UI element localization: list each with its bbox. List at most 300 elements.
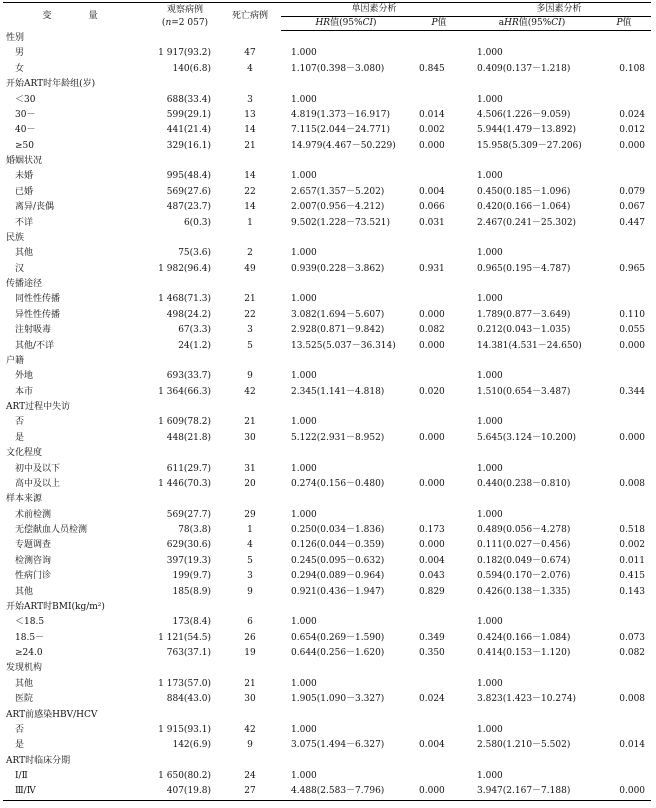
deaths-cell: 30 bbox=[244, 694, 256, 705]
table-row bbox=[3, 292, 651, 307]
hr-cell: 0.654(0.269－1.590) bbox=[291, 632, 385, 643]
hr-cell bbox=[281, 277, 411, 292]
p-value-univariate-cell: 0.350 bbox=[419, 648, 445, 658]
p-value-univariate-cell bbox=[411, 677, 467, 692]
ahr-cell: 0.111(0.027－0.456) bbox=[477, 540, 571, 551]
group-label: 户籍 bbox=[6, 355, 25, 366]
p-value-multivariate-cell bbox=[597, 492, 651, 507]
table-row bbox=[3, 108, 651, 123]
deaths-cell: 21 bbox=[244, 678, 256, 689]
hr-cell: 1.000 bbox=[291, 724, 317, 735]
deaths-cell: 26 bbox=[244, 632, 256, 643]
ahr-cell bbox=[467, 754, 597, 769]
ahr-header-rest: 值(95% bbox=[518, 18, 552, 28]
p-value-univariate-cell: 0.000 bbox=[419, 432, 445, 443]
hr-cell: 1.000 bbox=[291, 771, 317, 781]
p-value-univariate-cell: 0.004 bbox=[419, 740, 445, 751]
p-value-univariate-cell bbox=[411, 446, 467, 461]
p-value-univariate-cell: 0.000 bbox=[419, 140, 445, 151]
p-value-univariate-cell: 0.014 bbox=[419, 109, 445, 120]
table-row bbox=[3, 431, 651, 446]
p-value-multivariate-cell: 0.143 bbox=[619, 586, 646, 597]
observed-cases-cell: 6(0.3) bbox=[183, 217, 211, 228]
deaths-cell: 24 bbox=[244, 771, 256, 781]
hr-cell: 0.921(0.436－1.947) bbox=[291, 586, 385, 597]
ahr-cell: 1.000 bbox=[477, 294, 503, 305]
deaths-cell: 47 bbox=[244, 48, 256, 59]
p-value-multivariate-cell: 0.012 bbox=[619, 125, 646, 136]
hr-cell: 1.000 bbox=[291, 463, 317, 474]
observed-cases-header-total: =2 057) bbox=[171, 17, 209, 28]
observed-cases-header-open: ( bbox=[161, 17, 166, 28]
p-value-multivariate-cell: 0.002 bbox=[619, 540, 646, 551]
row-label: 未婚 bbox=[15, 171, 34, 182]
row-label: 男 bbox=[15, 48, 25, 59]
hr-header-close: ) bbox=[373, 18, 377, 28]
ahr-cell: 1.000 bbox=[477, 94, 503, 105]
group-row bbox=[3, 354, 651, 369]
observed-cases-cell: 498(24.2) bbox=[166, 309, 211, 320]
observed-cases-cell: 173(8.4) bbox=[172, 617, 211, 628]
p-value-multivariate-cell bbox=[597, 77, 651, 92]
p-value-univariate-cell bbox=[411, 462, 467, 477]
p-value-multivariate-cell bbox=[597, 46, 651, 61]
hr-cell: 3.082(1.694－5.607) bbox=[291, 309, 385, 320]
row-label: 是 bbox=[15, 740, 25, 751]
p-value-univariate-cell bbox=[411, 723, 467, 738]
hr-cell bbox=[281, 600, 411, 615]
p-value-multivariate-cell: 0.082 bbox=[619, 648, 646, 658]
deaths-cell: 21 bbox=[244, 140, 256, 151]
p-value-multivariate-cell: 0.344 bbox=[619, 386, 646, 397]
observed-cases-cell: 569(27.7) bbox=[166, 509, 211, 520]
deaths-cell: 22 bbox=[244, 309, 256, 320]
p-value-univariate-cell: 0.031 bbox=[419, 217, 445, 228]
ahr-cell: 1.789(0.877－3.649) bbox=[477, 309, 571, 320]
observed-cases-cell: 75(3.6) bbox=[178, 248, 211, 259]
deaths-cell: 27 bbox=[219, 784, 281, 800]
ahr-cell: 0.965(0.195－4.787) bbox=[477, 263, 571, 274]
hr-cell: 1.000 bbox=[291, 678, 317, 689]
table-row bbox=[3, 585, 651, 600]
table-row bbox=[3, 569, 651, 584]
p-value-multivariate-cell bbox=[597, 292, 651, 307]
ahr-cell: 0.414(0.153－1.120) bbox=[477, 648, 571, 658]
p-value-univariate-cell: 0.845 bbox=[419, 63, 445, 74]
observed-cases-cell bbox=[151, 446, 219, 461]
row-label: 是 bbox=[15, 432, 25, 443]
p-value-multivariate-cell bbox=[597, 600, 651, 615]
p-value-univariate-cell: 0.002 bbox=[419, 125, 445, 136]
hr-cell: 1.000 bbox=[291, 248, 317, 259]
group-row bbox=[3, 600, 651, 615]
p-value-univariate-cell bbox=[411, 277, 467, 292]
group-row bbox=[3, 31, 651, 47]
deaths-cell: 14 bbox=[244, 202, 256, 213]
p2-header-rest: 值 bbox=[622, 18, 632, 28]
hr-cell: 0.294(0.089－0.964) bbox=[291, 571, 385, 582]
observed-cases-cell: 1 982(96.4) bbox=[158, 263, 211, 274]
hr-cell bbox=[281, 231, 411, 246]
deaths-cell: 19 bbox=[244, 648, 256, 658]
hr-cell bbox=[281, 661, 411, 676]
observed-cases-cell: 688(33.4) bbox=[166, 94, 211, 105]
deaths-cell: 1 bbox=[247, 525, 253, 535]
ahr-cell: 0.424(0.166－1.084) bbox=[477, 632, 571, 643]
p-value-univariate-cell: 0.000 bbox=[419, 309, 445, 320]
row-label: 无偿献血人员检测 bbox=[15, 525, 88, 535]
hr-cell bbox=[281, 400, 411, 415]
row-label: 18.5－ bbox=[15, 632, 45, 643]
ahr-cell bbox=[467, 354, 597, 369]
group-label: 开始ART时BMI(kg/m²) bbox=[6, 601, 105, 612]
table-row bbox=[3, 169, 651, 184]
table-row bbox=[3, 62, 651, 77]
observed-cases-cell: 1 609(78.2) bbox=[158, 417, 211, 428]
row-label: 女 bbox=[15, 63, 25, 74]
deaths-cell: 9 bbox=[247, 740, 253, 751]
hr-cell: 0.126(0.044－0.359) bbox=[291, 540, 385, 551]
deaths-cell: 21 bbox=[244, 294, 256, 305]
p-value-multivariate-cell: 0.000 bbox=[619, 140, 646, 151]
table-row bbox=[3, 523, 651, 538]
p-value-multivariate-cell: 0.008 bbox=[619, 694, 646, 705]
ahr-cell bbox=[467, 277, 597, 292]
observed-cases-cell: 78(3.8) bbox=[178, 525, 211, 535]
deaths-cell bbox=[219, 354, 281, 369]
variable-header: 变 量 bbox=[3, 3, 151, 31]
table-row bbox=[3, 139, 651, 154]
group-label: 传播途径 bbox=[6, 279, 43, 289]
p-value-univariate-cell bbox=[411, 77, 467, 92]
row-label: ≥24.0 bbox=[15, 648, 43, 658]
ahr-cell: 0.489(0.056－4.278) bbox=[477, 525, 571, 535]
observed-cases-cell bbox=[151, 600, 219, 615]
p-value-multivariate-cell: 0.108 bbox=[619, 63, 646, 74]
table-row bbox=[3, 308, 651, 323]
deaths-cell: 9 bbox=[247, 586, 253, 597]
deaths-cell: 2 bbox=[247, 248, 253, 259]
deaths-cell: 21 bbox=[244, 417, 256, 428]
table-row bbox=[3, 369, 651, 384]
hr-cell: 0.245(0.095－0.632) bbox=[291, 555, 385, 566]
group-label: 开始ART时年龄组(岁) bbox=[6, 79, 96, 90]
observed-cases-cell: 629(30.6) bbox=[166, 540, 211, 551]
p-value-multivariate-cell bbox=[597, 708, 651, 723]
deaths-cell bbox=[219, 77, 281, 92]
hr-cell: 1.905(1.090－3.327) bbox=[291, 694, 385, 705]
hr-cell: 13.525(5.037－36.314) bbox=[291, 340, 396, 351]
observed-cases-cell bbox=[151, 231, 219, 246]
table-row bbox=[3, 123, 651, 138]
group-label: 性别 bbox=[6, 32, 25, 43]
deaths-cell: 42 bbox=[244, 724, 256, 735]
ahr-cell: 0.426(0.138－1.335) bbox=[477, 586, 571, 597]
observed-cases-cell bbox=[151, 708, 219, 723]
p-value-multivariate-cell bbox=[597, 723, 651, 738]
table-row bbox=[3, 462, 651, 477]
ahr-cell bbox=[467, 400, 597, 415]
ahr-cell: 0.212(0.043－1.035) bbox=[477, 325, 571, 336]
hr-cell: 3.075(1.494－6.327) bbox=[291, 740, 385, 751]
row-label: ＜18.5 bbox=[15, 617, 45, 628]
table-row bbox=[3, 339, 651, 354]
deaths-cell: 20 bbox=[244, 478, 256, 489]
observed-cases-cell: 142(6.9) bbox=[172, 740, 211, 751]
table-row bbox=[3, 554, 651, 569]
hr-cell: 1.107(0.398－3.080) bbox=[291, 63, 385, 74]
deaths-cell bbox=[219, 31, 281, 47]
ahr-cell bbox=[467, 231, 597, 246]
p-value-multivariate-cell bbox=[597, 154, 651, 169]
ahr-cell bbox=[467, 446, 597, 461]
ahr-cell: 1.000 bbox=[477, 509, 503, 520]
hr-cell: 1.000 bbox=[291, 417, 317, 428]
row-label: 40－ bbox=[15, 125, 36, 136]
row-label: 异性性传播 bbox=[15, 309, 61, 320]
table-row bbox=[3, 723, 651, 738]
p-value-univariate-cell: 0.024 bbox=[419, 694, 445, 705]
hr-cell: 2.928(0.871－9.842) bbox=[291, 325, 385, 336]
group-row bbox=[3, 754, 651, 769]
deaths-cell: 42 bbox=[244, 386, 256, 397]
ahr-cell bbox=[467, 708, 597, 723]
row-label: 离异/丧偶 bbox=[15, 202, 55, 213]
table-row bbox=[3, 508, 651, 523]
ahr-cell bbox=[467, 154, 597, 169]
hr-cell bbox=[281, 77, 411, 92]
hr-cell: 9.502(1.228－73.521) bbox=[291, 217, 391, 228]
row-label: 高中及以上 bbox=[15, 478, 61, 489]
row-label: 性病门诊 bbox=[15, 571, 52, 582]
hr-header bbox=[281, 17, 411, 31]
observed-cases-cell: 693(33.7) bbox=[166, 371, 211, 382]
p-value-univariate-cell bbox=[411, 615, 467, 630]
observed-cases-cell: 1 364(66.3) bbox=[158, 386, 211, 397]
observed-cases-cell: 1 650(80.2) bbox=[158, 771, 211, 781]
p-value-multivariate-cell: 0.000 bbox=[597, 784, 651, 800]
table-row bbox=[3, 262, 651, 277]
p-value-univariate-cell: 0.173 bbox=[419, 525, 445, 535]
observed-cases-cell: 140(6.8) bbox=[172, 63, 211, 74]
observed-cases-cell bbox=[151, 31, 219, 47]
deaths-header: 死亡病例 bbox=[219, 3, 281, 31]
hr-cell: 1.000 bbox=[291, 371, 317, 382]
p-value-multivariate-cell bbox=[597, 354, 651, 369]
cox-regression-table bbox=[3, 2, 651, 801]
deaths-cell: 5 bbox=[247, 340, 253, 351]
p-value-multivariate-cell bbox=[597, 508, 651, 523]
deaths-cell bbox=[219, 277, 281, 292]
observed-cases-cell: 397(19.3) bbox=[166, 555, 211, 566]
group-label: ART过程中失访 bbox=[6, 402, 71, 412]
deaths-cell: 1 bbox=[247, 217, 253, 228]
deaths-cell: 5 bbox=[247, 555, 253, 566]
ahr-cell: 1.000 bbox=[477, 171, 503, 182]
ahr-cell: 4.506(1.226－9.059) bbox=[477, 109, 571, 120]
p-value-multivariate-cell bbox=[597, 369, 651, 384]
row-label: Ⅲ/Ⅳ bbox=[3, 784, 151, 800]
hr-cell: 0.939(0.228－3.862) bbox=[291, 263, 385, 274]
hr-header-rest: 值(95% bbox=[330, 18, 363, 28]
ahr-cell bbox=[467, 661, 597, 676]
hr-cell bbox=[281, 708, 411, 723]
p-value-multivariate-cell bbox=[597, 462, 651, 477]
p-value-univariate-cell bbox=[411, 231, 467, 246]
p-value-multivariate-cell bbox=[597, 615, 651, 630]
row-label: 外地 bbox=[15, 371, 34, 382]
group-row bbox=[3, 277, 651, 292]
ahr-cell: 0.409(0.137－1.218) bbox=[477, 63, 571, 74]
table-row bbox=[3, 385, 651, 400]
observed-cases-cell: 1 446(70.3) bbox=[158, 478, 211, 489]
p-value-multivariate-cell: 0.415 bbox=[619, 571, 646, 582]
hr-cell: 14.979(4.467－50.229) bbox=[291, 140, 396, 151]
hr-cell: 1.000 bbox=[291, 509, 317, 520]
hr-cell bbox=[281, 754, 411, 769]
row-label: 注射吸毒 bbox=[15, 325, 52, 336]
p-value-multivariate-cell bbox=[597, 93, 651, 108]
p-value-univariate-cell bbox=[411, 292, 467, 307]
group-label: 民族 bbox=[6, 232, 25, 243]
row-label: 否 bbox=[15, 724, 25, 735]
ahr-cell: 1.000 bbox=[477, 463, 503, 474]
group-row bbox=[3, 154, 651, 169]
p-value-multivariate-cell bbox=[597, 677, 651, 692]
group-row bbox=[3, 77, 651, 92]
hr-header-ci: CI bbox=[362, 18, 374, 28]
observed-cases-header-line1: 观察病例 bbox=[166, 4, 203, 15]
ahr-cell: 1.000 bbox=[477, 678, 503, 689]
observed-cases-cell: 884(43.0) bbox=[166, 694, 211, 705]
ahr-header bbox=[467, 17, 597, 31]
ahr-cell: 1.000 bbox=[477, 48, 503, 59]
ahr-cell: 1.000 bbox=[477, 417, 503, 428]
hr-cell bbox=[281, 492, 411, 507]
p-value-multivariate-cell: 0.055 bbox=[619, 325, 646, 336]
ahr-header-close: ) bbox=[561, 18, 566, 28]
ahr-cell: 1.000 bbox=[477, 617, 503, 628]
ahr-cell: 1.000 bbox=[477, 248, 503, 259]
p-value-univariate-cell bbox=[411, 31, 467, 47]
deaths-cell bbox=[219, 492, 281, 507]
p-value-univariate-cell: 0.829 bbox=[419, 586, 445, 597]
observed-cases-cell bbox=[151, 154, 219, 169]
ahr-cell: 14.381(4.531－24.650) bbox=[477, 340, 582, 351]
group-label: ART前感染HBV/HCV bbox=[6, 709, 98, 720]
p1-header-p: P bbox=[431, 18, 438, 28]
hr-cell: 1.000 bbox=[291, 171, 317, 182]
p1-header-rest: 值 bbox=[437, 18, 447, 28]
ahr-header-prefix: a bbox=[498, 18, 505, 28]
p-value-univariate-cell: 0.000 bbox=[411, 784, 467, 800]
hr-cell: 0.644(0.256－1.620) bbox=[291, 648, 385, 658]
observed-cases-cell: 199(9.7) bbox=[172, 571, 211, 582]
deaths-cell: 22 bbox=[244, 186, 256, 197]
p2-header-p: P bbox=[616, 18, 623, 28]
observed-cases-cell: 569(27.6) bbox=[166, 186, 211, 197]
row-label: 同性性传播 bbox=[15, 294, 61, 305]
p-value-univariate-cell bbox=[411, 754, 467, 769]
ahr-cell: 2.580(1.210－5.502) bbox=[477, 740, 571, 751]
deaths-cell: 3 bbox=[247, 94, 253, 105]
row-label: 初中及以下 bbox=[15, 463, 61, 474]
p-value-univariate-cell: 0.043 bbox=[419, 571, 445, 582]
table-row bbox=[3, 631, 651, 646]
p-value-univariate-cell bbox=[411, 46, 467, 61]
observed-cases-cell: 67(3.3) bbox=[178, 325, 211, 336]
p-value-univariate-cell bbox=[411, 708, 467, 723]
p-value-univariate-cell: 0.349 bbox=[419, 632, 445, 643]
p-value-multivariate-cell: 0.000 bbox=[619, 340, 646, 351]
ahr-cell: 3.823(1.423－10.274) bbox=[477, 694, 577, 705]
deaths-cell: 4 bbox=[247, 540, 253, 551]
table-row bbox=[3, 677, 651, 692]
observed-cases-cell: 487(23.7) bbox=[166, 202, 211, 213]
p-value-multivariate-cell: 0.014 bbox=[619, 740, 646, 751]
deaths-cell: 49 bbox=[244, 263, 256, 274]
observed-cases-cell bbox=[151, 400, 219, 415]
ahr-cell: 1.000 bbox=[477, 724, 503, 735]
deaths-cell: 3 bbox=[247, 325, 253, 336]
group-row bbox=[3, 400, 651, 415]
table-row bbox=[3, 246, 651, 261]
p-value-multivariate-cell bbox=[597, 169, 651, 184]
observed-cases-cell: 611(29.7) bbox=[166, 463, 211, 474]
p-value-multivariate-cell bbox=[597, 231, 651, 246]
table-row bbox=[3, 323, 651, 338]
ahr-cell: 0.420(0.166－1.064) bbox=[477, 202, 571, 213]
deaths-cell: 14 bbox=[244, 171, 256, 182]
deaths-cell bbox=[219, 446, 281, 461]
deaths-cell: 29 bbox=[244, 509, 256, 520]
row-label: 其他 bbox=[15, 586, 34, 597]
p-value-univariate-cell: 0.004 bbox=[419, 186, 445, 197]
p-value-multivariate-cell: 0.008 bbox=[619, 478, 646, 489]
p-value-univariate-cell: 0.020 bbox=[419, 386, 445, 397]
deaths-cell bbox=[219, 708, 281, 723]
p-value-univariate-cell bbox=[411, 246, 467, 261]
p-value-multivariate-cell bbox=[597, 446, 651, 461]
hr-cell: 1.000 bbox=[291, 48, 317, 59]
hr-cell: 4.819(1.373－16.917) bbox=[291, 109, 391, 120]
hr-header-hr: HR bbox=[315, 18, 331, 28]
p-value-multivariate-cell: 0.518 bbox=[619, 525, 646, 535]
deaths-cell: 9 bbox=[247, 371, 253, 382]
p-value-multivariate-cell: 0.067 bbox=[619, 202, 646, 213]
row-label: ＜30 bbox=[15, 94, 36, 105]
group-label: 婚姻状况 bbox=[6, 156, 43, 166]
hr-cell: 5.122(2.931－8.952) bbox=[291, 432, 385, 443]
table-row bbox=[3, 93, 651, 108]
p-value-univariate-cell bbox=[411, 354, 467, 369]
p-value-univariate-cell bbox=[411, 415, 467, 430]
group-row bbox=[3, 492, 651, 507]
ahr-cell: 15.958(5.309－27.206) bbox=[477, 140, 582, 151]
hr-cell: 1.000 bbox=[291, 617, 317, 628]
row-label: 30－ bbox=[15, 109, 36, 120]
multivariate-header: 多因素分析 bbox=[467, 3, 651, 17]
observed-cases-header-n: n bbox=[165, 17, 172, 28]
table-row bbox=[3, 46, 651, 61]
ahr-cell: 0.440(0.238－0.810) bbox=[477, 478, 571, 489]
row-label: 本市 bbox=[15, 386, 34, 397]
group-label: 文化程度 bbox=[6, 448, 43, 459]
p-value-univariate-cell: 0.000 bbox=[419, 340, 445, 351]
p-value-univariate-cell bbox=[411, 492, 467, 507]
deaths-cell: 3 bbox=[247, 571, 253, 582]
observed-cases-cell bbox=[151, 354, 219, 369]
